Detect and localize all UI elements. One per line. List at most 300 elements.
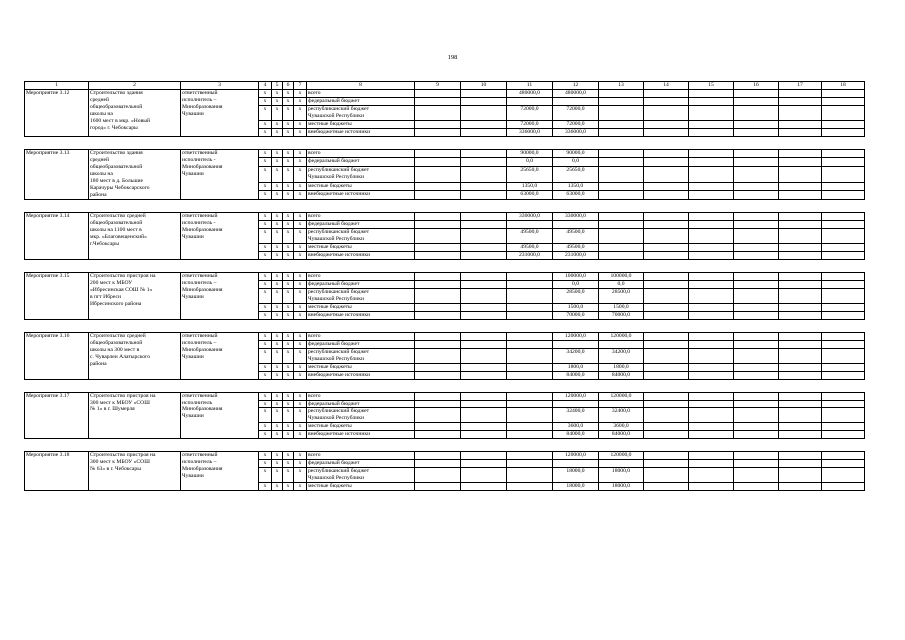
x-mark-cell: x [259, 392, 272, 400]
value-cell-col16 [734, 452, 779, 460]
text-line: исполнитель [182, 399, 213, 406]
column-number-row [25, 82, 865, 90]
text-line: Ибресинского района [90, 300, 142, 307]
value-cell-col14 [644, 483, 689, 491]
x-mark-cell: x [259, 90, 272, 98]
value-cell-col10 [461, 348, 507, 363]
x-mark-cell: x [259, 431, 272, 439]
value-cell-col15 [689, 431, 734, 439]
x-mark-cell: x [294, 311, 307, 319]
value-cell-col17 [779, 97, 822, 105]
x-mark-cell: x [294, 423, 307, 431]
block-separator [25, 439, 865, 452]
text-line: Чувашии [182, 170, 204, 177]
value-cell-col11 [507, 468, 553, 483]
value-cell-col11: 63000,0 [507, 191, 553, 200]
value-cell-col11: 231000,0 [507, 251, 553, 259]
value-cell-col13: 18000,0 [599, 468, 644, 483]
value-cell-col12: 49500,0 [553, 243, 599, 251]
value-cell-col12: 28500,0 [553, 288, 599, 303]
value-cell-col9 [415, 251, 461, 259]
value-cell-col10 [461, 105, 507, 120]
text-line: исполнитель - [182, 219, 216, 226]
value-cell-col15 [689, 182, 734, 190]
column-number: 15 [689, 82, 734, 90]
value-cell-col13: 28500,0 [599, 288, 644, 303]
x-mark-cell: x [294, 400, 307, 408]
value-cell-col14 [644, 408, 689, 423]
text-line: республиканский бюджет [308, 166, 370, 173]
x-mark-cell: x [259, 340, 272, 348]
x-mark-cell: x [272, 251, 283, 259]
text-line: Строительство пристроя на [90, 272, 156, 279]
value-cell-col15 [689, 149, 734, 157]
text-line: исполнитель – [182, 339, 217, 346]
value-cell-col10 [461, 149, 507, 157]
x-mark-cell: x [294, 191, 307, 200]
block-separator [25, 319, 865, 332]
value-cell-col18 [822, 288, 865, 303]
text-line: республиканский бюджет [308, 288, 370, 295]
page-number: 198 [447, 54, 458, 61]
value-cell-col12: 1350,0 [553, 182, 599, 190]
x-mark-cell: x [272, 220, 283, 228]
x-mark-cell: x [283, 212, 294, 220]
value-cell-col16 [734, 243, 779, 251]
funding-source-cell [307, 408, 415, 423]
x-mark-cell: x [272, 340, 283, 348]
value-cell-col17 [779, 272, 822, 280]
funding-source-cell: местные бюджеты [307, 120, 415, 128]
value-cell-col14 [644, 243, 689, 251]
funding-source-cell: всего [307, 392, 415, 400]
value-cell-col16 [734, 408, 779, 423]
x-mark-cell: x [272, 120, 283, 128]
x-mark-cell: x [294, 120, 307, 128]
table-row [25, 90, 865, 98]
value-cell-col14 [644, 363, 689, 371]
value-cell-col18 [822, 332, 865, 340]
value-cell-col15 [689, 191, 734, 200]
text-line: Строительство пристроя на [90, 392, 156, 399]
value-cell-col16 [734, 392, 779, 400]
text-line: республиканский бюджет [308, 105, 370, 112]
x-mark-cell: x [272, 149, 283, 157]
funding-source-cell: местные бюджеты [307, 303, 415, 311]
x-mark-cell: x [272, 303, 283, 311]
value-cell-col18 [822, 272, 865, 280]
value-cell-col16 [734, 105, 779, 120]
value-cell-col14 [644, 452, 689, 460]
value-cell-col11 [507, 272, 553, 280]
event-cell: Мероприятие 3.15 [25, 272, 89, 319]
value-cell-col14 [644, 105, 689, 120]
value-cell-col14 [644, 166, 689, 182]
value-cell-col15 [689, 120, 734, 128]
value-cell-col11 [507, 340, 553, 348]
value-cell-col17 [779, 90, 822, 98]
text-line: исполнитель – [182, 96, 217, 103]
separator-cell [25, 136, 865, 149]
description-cell [89, 332, 181, 379]
text-line: Чувашской Республики [308, 295, 364, 302]
value-cell-col10 [461, 431, 507, 439]
value-cell-col11: 336000,0 [507, 128, 553, 136]
text-line: общеобразовательной [90, 103, 143, 110]
value-cell-col13 [599, 105, 644, 120]
x-mark-cell: x [272, 311, 283, 319]
value-cell-col17 [779, 311, 822, 319]
x-mark-cell: x [283, 303, 294, 311]
value-cell-col18 [822, 408, 865, 423]
value-cell-col17 [779, 468, 822, 483]
text-line: общеобразовательной [90, 219, 143, 226]
value-cell-col18 [822, 371, 865, 379]
value-cell-col11 [507, 280, 553, 288]
x-mark-cell: x [283, 191, 294, 200]
value-cell-col14 [644, 90, 689, 98]
value-cell-col17 [779, 340, 822, 348]
value-cell-col14 [644, 303, 689, 311]
x-mark-cell: x [283, 468, 294, 483]
value-cell-col9 [415, 182, 461, 190]
value-cell-col15 [689, 408, 734, 423]
funding-source-cell: всего [307, 149, 415, 157]
value-cell-col10 [461, 468, 507, 483]
table-row [25, 272, 865, 280]
value-cell-col18 [822, 220, 865, 228]
value-cell-col13: 70000,0 [599, 311, 644, 319]
x-mark-cell: x [283, 149, 294, 157]
text-line: Чувашии [182, 413, 204, 420]
value-cell-col16 [734, 212, 779, 220]
funding-source-cell: федеральный бюджет [307, 340, 415, 348]
value-cell-col11 [507, 348, 553, 363]
x-mark-cell: x [259, 220, 272, 228]
value-cell-col13 [599, 90, 644, 98]
x-mark-cell: x [283, 97, 294, 105]
value-cell-col10 [461, 158, 507, 166]
value-cell-col14 [644, 332, 689, 340]
x-mark-cell: x [259, 423, 272, 431]
text-line: Чувашии [182, 353, 204, 360]
value-cell-col18 [822, 340, 865, 348]
value-cell-col9 [415, 158, 461, 166]
value-cell-col10 [461, 120, 507, 128]
value-cell-col17 [779, 220, 822, 228]
value-cell-col10 [461, 332, 507, 340]
value-cell-col17 [779, 303, 822, 311]
value-cell-col9 [415, 332, 461, 340]
text-line: района [90, 360, 107, 367]
value-cell-col14 [644, 120, 689, 128]
x-mark-cell: x [294, 272, 307, 280]
value-cell-col18 [822, 311, 865, 319]
value-cell-col13: 0,0 [599, 280, 644, 288]
x-mark-cell: x [283, 392, 294, 400]
value-cell-col11: 49500,0 [507, 228, 553, 243]
value-cell-col12 [553, 400, 599, 408]
x-mark-cell: x [283, 105, 294, 120]
value-cell-col16 [734, 371, 779, 379]
value-cell-col15 [689, 288, 734, 303]
value-cell-col12: 120000,0 [553, 452, 599, 460]
x-mark-cell: x [259, 280, 272, 288]
separator-cell [25, 379, 865, 392]
x-mark-cell: x [259, 483, 272, 491]
text-line: исполнитель - [182, 156, 216, 163]
value-cell-col12 [553, 220, 599, 228]
value-cell-col12: 32400,0 [553, 408, 599, 423]
value-cell-col9 [415, 423, 461, 431]
value-cell-col11: 0,0 [507, 158, 553, 166]
value-cell-col17 [779, 371, 822, 379]
x-mark-cell: x [259, 400, 272, 408]
text-line: школы на [90, 110, 113, 117]
value-cell-col16 [734, 228, 779, 243]
value-cell-col14 [644, 311, 689, 319]
value-cell-col14 [644, 288, 689, 303]
value-cell-col9 [415, 400, 461, 408]
funding-source-cell: всего [307, 212, 415, 220]
value-cell-col16 [734, 182, 779, 190]
value-cell-col11 [507, 371, 553, 379]
x-mark-cell: x [272, 191, 283, 200]
value-cell-col15 [689, 468, 734, 483]
text-line: республиканский бюджет [308, 408, 370, 415]
value-cell-col9 [415, 431, 461, 439]
x-mark-cell: x [294, 340, 307, 348]
x-mark-cell: x [283, 182, 294, 190]
value-cell-col15 [689, 166, 734, 182]
x-mark-cell: x [272, 166, 283, 182]
x-mark-cell: x [283, 483, 294, 491]
x-mark-cell: x [259, 120, 272, 128]
x-mark-cell: x [272, 363, 283, 371]
value-cell-col14 [644, 423, 689, 431]
value-cell-col13: 1800,0 [599, 363, 644, 371]
event-cell: Мероприятие 3.16 [25, 332, 89, 379]
description-cell [89, 149, 181, 199]
value-cell-col17 [779, 431, 822, 439]
value-cell-col12: 63000,0 [553, 191, 599, 200]
value-cell-col17 [779, 348, 822, 363]
text-line: ответственный [182, 212, 218, 219]
funding-source-cell [307, 468, 415, 483]
value-cell-col12: 480000,0 [553, 90, 599, 98]
x-mark-cell: x [259, 468, 272, 483]
value-cell-col9 [415, 272, 461, 280]
value-cell-col13: 84000,0 [599, 371, 644, 379]
value-cell-col17 [779, 280, 822, 288]
value-cell-col16 [734, 400, 779, 408]
value-cell-col18 [822, 182, 865, 190]
x-mark-cell: x [294, 166, 307, 182]
value-cell-col13 [599, 212, 644, 220]
value-cell-col11 [507, 363, 553, 371]
x-mark-cell: x [294, 220, 307, 228]
value-cell-col12 [553, 460, 599, 468]
value-cell-col15 [689, 363, 734, 371]
x-mark-cell: x [259, 311, 272, 319]
text-line: республиканский бюджет [308, 228, 370, 235]
value-cell-col17 [779, 243, 822, 251]
value-cell-col16 [734, 166, 779, 182]
x-mark-cell: x [283, 228, 294, 243]
value-cell-col11: 72000,0 [507, 120, 553, 128]
x-mark-cell: x [259, 97, 272, 105]
value-cell-col11: 90000,0 [507, 149, 553, 157]
column-number: 18 [822, 82, 865, 90]
funding-source-cell: всего [307, 332, 415, 340]
x-mark-cell: x [272, 212, 283, 220]
value-cell-col12: 100000,0 [553, 272, 599, 280]
text-line: № 63» в г. Чебоксары [90, 466, 141, 473]
value-cell-col18 [822, 128, 865, 136]
separator-cell [25, 259, 865, 272]
funding-source-cell [307, 228, 415, 243]
x-mark-cell: x [272, 90, 283, 98]
value-cell-col17 [779, 400, 822, 408]
value-cell-col17 [779, 105, 822, 120]
value-cell-col15 [689, 128, 734, 136]
value-cell-col14 [644, 97, 689, 105]
value-cell-col17 [779, 408, 822, 423]
x-mark-cell: x [259, 452, 272, 460]
column-number: 11 [507, 82, 553, 90]
value-cell-col17 [779, 149, 822, 157]
x-mark-cell: x [283, 363, 294, 371]
budget-table [24, 81, 865, 491]
x-mark-cell: x [283, 348, 294, 363]
value-cell-col14 [644, 460, 689, 468]
value-cell-col12: 120000,0 [553, 392, 599, 400]
separator-cell [25, 319, 865, 332]
x-mark-cell: x [259, 166, 272, 182]
funding-source-cell: внебюджетные источники [307, 128, 415, 136]
value-cell-col12: 84000,0 [553, 371, 599, 379]
value-cell-col14 [644, 371, 689, 379]
x-mark-cell: x [283, 332, 294, 340]
text-line: района [90, 191, 107, 198]
value-cell-col14 [644, 431, 689, 439]
value-cell-col9 [415, 191, 461, 200]
value-cell-col12: 0,0 [553, 280, 599, 288]
value-cell-col10 [461, 303, 507, 311]
description-cell [89, 452, 181, 491]
description-cell [89, 90, 181, 137]
value-cell-col15 [689, 340, 734, 348]
value-cell-col18 [822, 431, 865, 439]
text-line: Чувашской Республики [308, 173, 364, 180]
x-mark-cell: x [294, 371, 307, 379]
x-mark-cell: x [283, 460, 294, 468]
funding-source-cell [307, 288, 415, 303]
x-mark-cell: x [272, 243, 283, 251]
table-body [25, 90, 865, 491]
x-mark-cell: x [294, 332, 307, 340]
value-cell-col15 [689, 220, 734, 228]
executor-cell [181, 212, 259, 259]
value-cell-col16 [734, 97, 779, 105]
x-mark-cell: x [294, 212, 307, 220]
x-mark-cell: x [272, 400, 283, 408]
value-cell-col9 [415, 243, 461, 251]
x-mark-cell: x [272, 280, 283, 288]
x-mark-cell: x [294, 228, 307, 243]
value-cell-col14 [644, 228, 689, 243]
funding-source-cell: федеральный бюджет [307, 220, 415, 228]
text-line: Чувашской Республики [308, 112, 364, 119]
text-line: мкр. «Благовещенский» [90, 233, 147, 240]
text-line: исполнитель – [182, 279, 217, 286]
value-cell-col12: 330000,0 [553, 212, 599, 220]
x-mark-cell: x [259, 158, 272, 166]
value-cell-col9 [415, 460, 461, 468]
value-cell-col15 [689, 158, 734, 166]
value-cell-col16 [734, 311, 779, 319]
value-cell-col10 [461, 128, 507, 136]
text-line: 300 мест к МБОУ «СОШ [90, 459, 150, 466]
funding-source-cell: местные бюджеты [307, 483, 415, 491]
value-cell-col12: 1500,0 [553, 303, 599, 311]
event-cell: Мероприятие 3.17 [25, 392, 89, 439]
x-mark-cell: x [294, 149, 307, 157]
text-line: Чувашии [182, 233, 204, 240]
text-line: средней [90, 156, 110, 163]
value-cell-col18 [822, 280, 865, 288]
column-number: 17 [779, 82, 822, 90]
value-cell-col11 [507, 303, 553, 311]
value-cell-col9 [415, 212, 461, 220]
x-mark-cell: x [283, 243, 294, 251]
value-cell-col14 [644, 149, 689, 157]
value-cell-col15 [689, 311, 734, 319]
value-cell-col15 [689, 105, 734, 120]
value-cell-col15 [689, 452, 734, 460]
description-cell [89, 212, 181, 259]
value-cell-col10 [461, 272, 507, 280]
value-cell-col11: 480000,0 [507, 90, 553, 98]
value-cell-col11 [507, 332, 553, 340]
value-cell-col17 [779, 392, 822, 400]
description-cell [89, 392, 181, 439]
value-cell-col9 [415, 348, 461, 363]
column-number: 2 [89, 82, 181, 90]
column-number: 7 [294, 82, 307, 90]
value-cell-col17 [779, 158, 822, 166]
value-cell-col11 [507, 423, 553, 431]
value-cell-col11: 49500,0 [507, 243, 553, 251]
value-cell-col12: 84000,0 [553, 431, 599, 439]
funding-source-cell: внебюджетные источники [307, 431, 415, 439]
value-cell-col18 [822, 243, 865, 251]
text-line: Строительство средней [90, 212, 146, 219]
funding-source-cell: местные бюджеты [307, 243, 415, 251]
text-line: город» г. Чебоксары [90, 124, 138, 131]
value-cell-col15 [689, 400, 734, 408]
value-cell-col13 [599, 228, 644, 243]
text-line: школы на 300 мест в [90, 346, 140, 353]
text-line: 200 мест к МБОУ [90, 279, 133, 286]
value-cell-col18 [822, 468, 865, 483]
value-cell-col10 [461, 371, 507, 379]
text-line: Минобразования [182, 163, 223, 170]
executor-cell [181, 149, 259, 199]
value-cell-col10 [461, 392, 507, 400]
x-mark-cell: x [259, 303, 272, 311]
value-cell-col15 [689, 280, 734, 288]
